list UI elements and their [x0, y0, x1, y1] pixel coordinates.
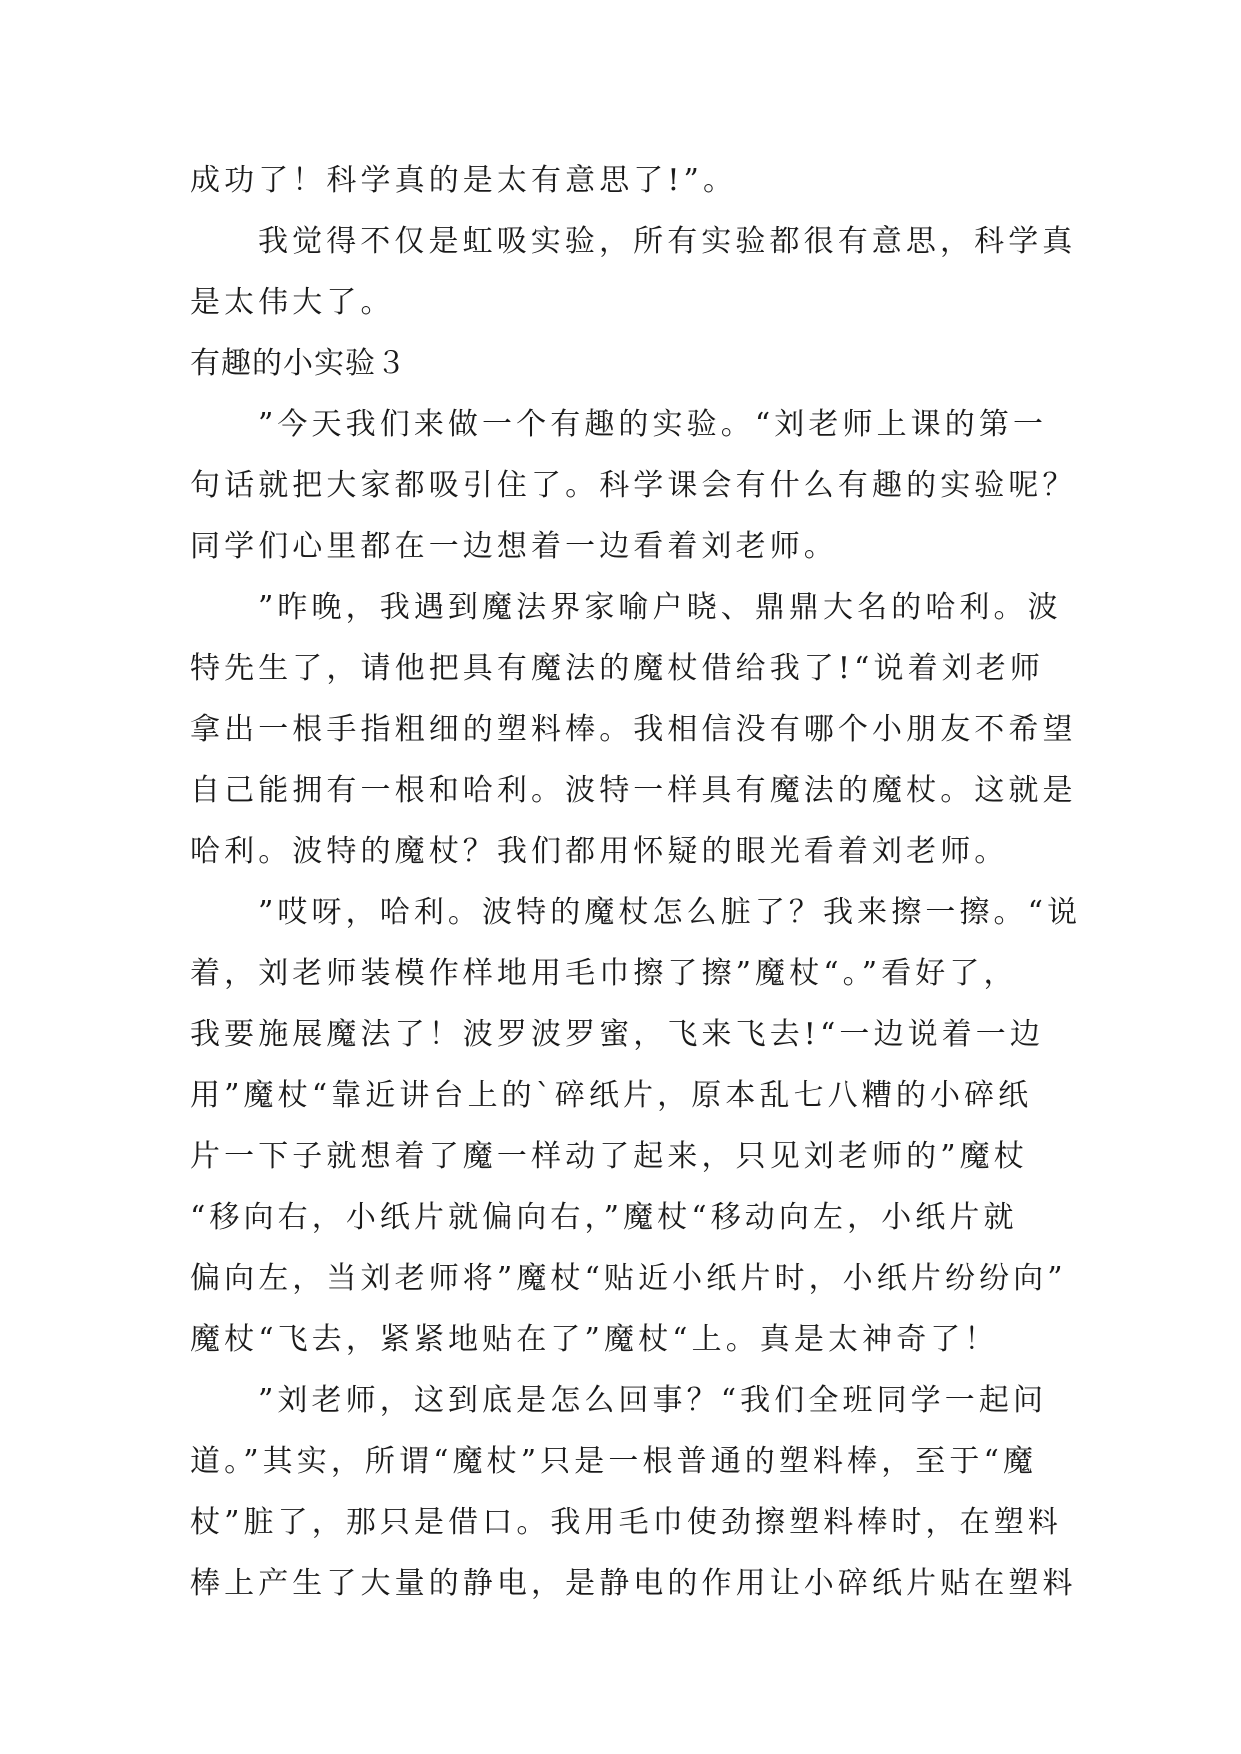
text-line: 片一下子就想着了魔一样动了起来，只见刘老师的”魔杖 — [190, 1139, 1028, 1174]
text-line: 着，刘老师装模作样地用毛巾擦了擦”魔杖“。”看好了， — [190, 956, 1018, 991]
text-line: 拿出一根手指粗细的塑料棒。我相信没有哪个小朋友不希望 — [190, 712, 1077, 747]
document-body — [190, 150, 1082, 1614]
text-line: 同学们心里都在一边想着一边看着刘老师。 — [190, 529, 838, 564]
paragraph-start-line: 我觉得不仅是虹吸实验，所有实验都很有意思，科学真 — [258, 224, 1077, 259]
text-line: 魔杖“飞去，紧紧地贴在了”魔杖“上。真是太神奇了！ — [190, 1322, 999, 1357]
text-line: 哈利。波特的魔杖？我们都用怀疑的眼光看着刘老师。 — [190, 834, 1009, 869]
text-line: “移向右，小纸片就偏向右，”魔杖“移动向左，小纸片就 — [190, 1200, 1018, 1235]
text-line: 偏向左，当刘老师将”魔杖“贴近小纸片时，小纸片纷纷向” — [190, 1261, 1067, 1296]
paragraph-start-line: ”今天我们来做一个有趣的实验。“刘老师上课的第一 — [258, 407, 1048, 442]
paragraph-start-line: ”刘老师，这到底是怎么回事？“我们全班同学一起问 — [258, 1383, 1048, 1418]
text-line: 自己能拥有一根和哈利。波特一样具有魔法的魔杖。这就是 — [190, 773, 1077, 808]
text-line: 棒上产生了大量的静电，是静电的作用让小碎纸片贴在塑料 — [190, 1566, 1077, 1601]
text-line: 是太伟大了。 — [190, 285, 395, 320]
text-line: 道。”其实，所谓“魔杖”只是一根普通的塑料棒，至于“魔 — [190, 1444, 1038, 1479]
text-line: 用”魔杖“靠近讲台上的`碎纸片，原本乱七八糟的小碎纸 — [190, 1078, 1033, 1113]
text-line: 成功了！科学真的是太有意思了!”。 — [190, 163, 738, 198]
paragraph-start-line: ”哎呀，哈利。波特的魔杖怎么脏了？我来擦一擦。“说 — [258, 895, 1082, 930]
paragraph-start-line: ”昨晚，我遇到魔法界家喻户晓、鼎鼎大名的哈利。波 — [258, 590, 1062, 625]
text-line: 杖”脏了，那只是借口。我用毛巾使劲擦塑料棒时，在塑料 — [190, 1505, 1062, 1540]
text-line: 我要施展魔法了！波罗波罗蜜，飞来飞去!“一边说着一边 — [190, 1017, 1044, 1052]
text-line: 特先生了，请他把具有魔法的魔杖借给我了!“说着刘老师 — [190, 651, 1044, 686]
section-heading: 有趣的小实验３ — [190, 346, 407, 381]
text-line: 句话就把大家都吸引住了。科学课会有什么有趣的实验呢？ — [190, 468, 1077, 503]
